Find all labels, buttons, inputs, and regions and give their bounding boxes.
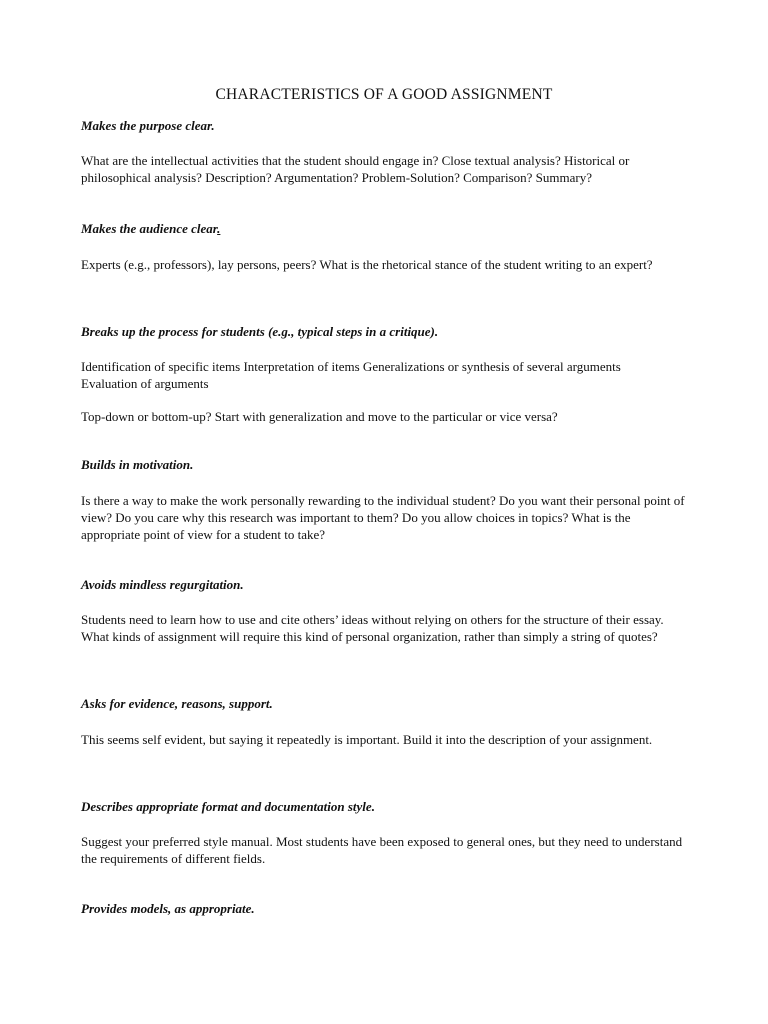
section-body-motivation: Is there a way to make the work personally rewarding to the individual student? Do you want their personal point of view? Do you care why this research was important to them? Do you allow choices in topics? What is the appropriate point of view for a student to take?: [81, 493, 685, 542]
section-heading-regurgitation: Avoids mindless regurgitation.: [81, 577, 244, 592]
page-title: CHARACTERISTICS OF A GOOD ASSIGNMENT: [215, 86, 553, 103]
section-heading-models: Provides models, as appropriate.: [81, 901, 255, 916]
section-heading-evidence: Asks for evidence, reasons, support.: [81, 696, 273, 711]
section-body-process-direction: Top-down or bottom-up? Start with generalization and move to the particular or vice versa?: [81, 409, 558, 424]
section-heading-format: Describes appropriate format and documentation style.: [81, 799, 375, 814]
section-heading-motivation: Builds in motivation.: [81, 457, 194, 472]
section-body-process-steps: Identification of specific items Interpretation of items Generalizations or synthesis of several arguments Evaluation of arguments: [81, 359, 621, 391]
section-heading-audience: [81, 221, 220, 237]
section-body-regurgitation: Students need to learn how to use and cite others’ ideas without relying on others for the structure of their essay. What kinds of assignment will require this kind of personal organization, rather than simply a string of quotes?: [81, 612, 664, 644]
section-heading-audience-text: Makes the audience clear: [81, 221, 218, 236]
section-heading-purpose: Makes the purpose clear.: [81, 118, 215, 133]
section-body-audience: Experts (e.g., professors), lay persons, peers? What is the rhetorical stance of the student writing to an expert?: [81, 257, 653, 272]
section-body-purpose: What are the intellectual activities that the student should engage in? Close textual analysis? Historical or philosophical analysis? Description? Argumentation? Problem-Solution? Comparison? Summary?: [81, 153, 630, 185]
section-body-evidence: This seems self evident, but saying it repeatedly is important. Build it into the description of your assignment.: [81, 732, 653, 747]
section-body-format: Suggest your preferred style manual. Most students have been exposed to general ones, but they need to understand the requirements of different fields.: [81, 834, 683, 866]
section-heading-audience-suffix: .: [217, 221, 221, 236]
section-heading-process: Breaks up the process for students (e.g., typical steps in a critique).: [81, 324, 439, 339]
